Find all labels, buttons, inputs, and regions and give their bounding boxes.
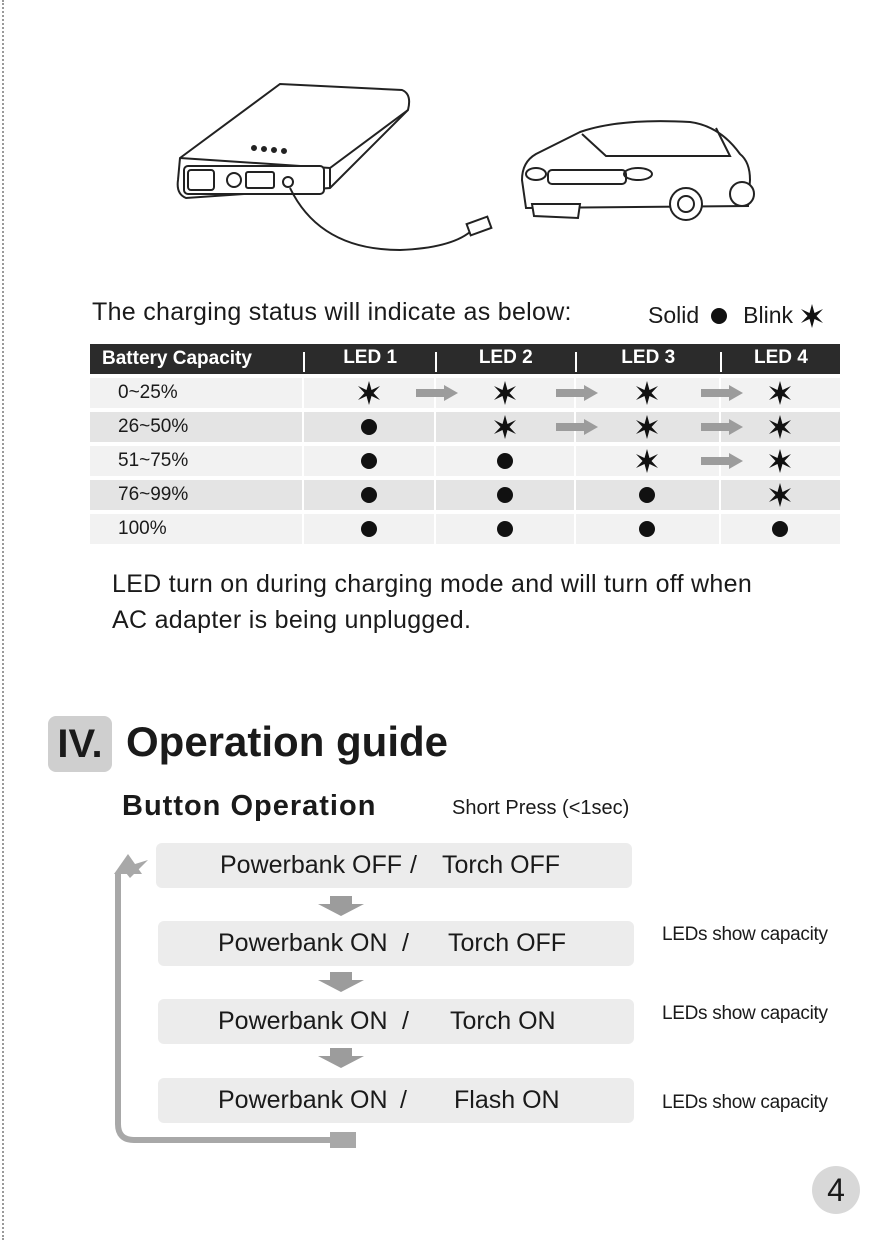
down-arrow-icon <box>318 896 364 916</box>
col-header-led1: LED 1 <box>303 344 435 376</box>
step-2-slash: / <box>402 929 409 957</box>
led-cell <box>303 512 435 544</box>
led-cell <box>575 478 720 512</box>
step-3-box <box>158 999 634 1044</box>
page-edge-border <box>2 0 4 1240</box>
capacity-cell: 51~75% <box>90 444 303 478</box>
step-4-slash: / <box>400 1086 407 1114</box>
solid-dot-icon <box>711 308 727 324</box>
step-4-flash: Flash ON <box>454 1086 560 1114</box>
button-operation-title: Button Operation <box>122 790 377 822</box>
charging-note <box>112 566 752 638</box>
solid-dot-icon <box>639 487 655 503</box>
right-arrow-icon <box>701 419 743 435</box>
table-row <box>90 376 840 410</box>
legend-blink-label: Blink <box>743 302 794 328</box>
capacity-cell: 100% <box>90 512 303 544</box>
step-1-torch: Torch OFF <box>442 851 561 879</box>
blink-star-icon <box>767 380 793 406</box>
blink-star-icon <box>767 448 793 474</box>
blink-star-icon <box>767 414 793 440</box>
down-arrow-icon <box>318 972 364 992</box>
blink-star-icon <box>634 414 660 440</box>
led-legend <box>648 302 825 329</box>
led-cell <box>435 376 575 410</box>
charging-status-text: The charging status will indicate as below: <box>92 298 572 326</box>
step-3-powerbank: Powerbank ON <box>218 1007 388 1035</box>
blink-star-icon <box>767 482 793 508</box>
short-press-hint: Short Press (<1sec) <box>452 797 630 819</box>
step-1-box <box>156 843 632 888</box>
solid-dot-icon <box>772 521 788 537</box>
led-cell <box>720 512 840 544</box>
step-3-note: LEDs show capacity <box>662 1003 828 1024</box>
powerbank-drawing <box>178 84 492 250</box>
legend-solid-label: Solid <box>648 302 700 328</box>
step-1-powerbank: Powerbank OFF <box>220 851 403 879</box>
led-cell <box>435 410 575 444</box>
note-line-2: AC adapter is being unplugged. <box>112 606 472 634</box>
col-header-led3: LED 3 <box>575 344 720 376</box>
led-cell <box>303 444 435 478</box>
section-title: Operation guide <box>126 718 449 765</box>
note-line-1: LED turn on during charging mode and will turn off when <box>112 570 753 598</box>
blink-star-icon <box>492 414 518 440</box>
step-2-powerbank: Powerbank ON <box>218 929 388 957</box>
solid-dot-icon <box>497 521 513 537</box>
blink-star-icon <box>634 380 660 406</box>
table-header-row <box>90 344 840 376</box>
table-row <box>90 478 840 512</box>
led-cell <box>720 444 840 478</box>
step-3-torch: Torch ON <box>450 1007 556 1035</box>
table-row <box>90 512 840 544</box>
solid-dot-icon <box>361 521 377 537</box>
led-cell <box>720 376 840 410</box>
led-cell <box>303 410 435 444</box>
step-4-note: LEDs show capacity <box>662 1092 828 1113</box>
led-cell <box>575 444 720 478</box>
solid-dot-icon <box>361 487 377 503</box>
led-table-body <box>90 376 840 544</box>
led-cell <box>435 512 575 544</box>
step-2-torch: Torch OFF <box>448 929 567 957</box>
capacity-cell: 0~25% <box>90 376 303 410</box>
led-cell <box>575 376 720 410</box>
blink-star-icon <box>492 380 518 406</box>
led-cell <box>720 410 840 444</box>
right-arrow-icon <box>701 453 743 469</box>
solid-dot-icon <box>639 521 655 537</box>
led-cell <box>435 444 575 478</box>
led-cell <box>575 410 720 444</box>
down-arrow-icon <box>318 1048 364 1068</box>
col-header-led2: LED 2 <box>435 344 575 376</box>
right-arrow-icon <box>701 385 743 401</box>
solid-dot-icon <box>361 419 377 435</box>
blink-star-icon <box>356 380 382 406</box>
led-cell <box>435 478 575 512</box>
solid-dot-icon <box>497 453 513 469</box>
step-4-box <box>158 1078 634 1123</box>
col-header-led4: LED 4 <box>720 344 840 376</box>
step-4-powerbank: Powerbank ON <box>218 1086 388 1114</box>
step-2-note: LEDs show capacity <box>662 924 828 945</box>
section-number: IV. <box>48 716 112 772</box>
right-arrow-icon <box>416 385 458 401</box>
col-header-capacity: Battery Capacity <box>90 344 303 376</box>
step-3-slash: / <box>402 1007 409 1035</box>
step-2-box <box>158 921 634 966</box>
solid-dot-icon <box>361 453 377 469</box>
solid-dot-icon <box>497 487 513 503</box>
car-drawing <box>522 121 754 220</box>
blink-star-icon <box>799 303 825 329</box>
right-arrow-icon <box>556 419 598 435</box>
led-cell <box>575 512 720 544</box>
led-cell <box>720 478 840 512</box>
step-1-slash: / <box>410 851 417 879</box>
page-number: 4 <box>812 1166 860 1214</box>
capacity-cell: 26~50% <box>90 410 303 444</box>
led-status-table <box>90 344 840 544</box>
right-arrow-icon <box>556 385 598 401</box>
table-row <box>90 444 840 478</box>
capacity-cell: 76~99% <box>90 478 303 512</box>
led-cell <box>303 478 435 512</box>
powerbank-car-illustration <box>150 70 770 270</box>
blink-star-icon <box>634 448 660 474</box>
table-row <box>90 410 840 444</box>
